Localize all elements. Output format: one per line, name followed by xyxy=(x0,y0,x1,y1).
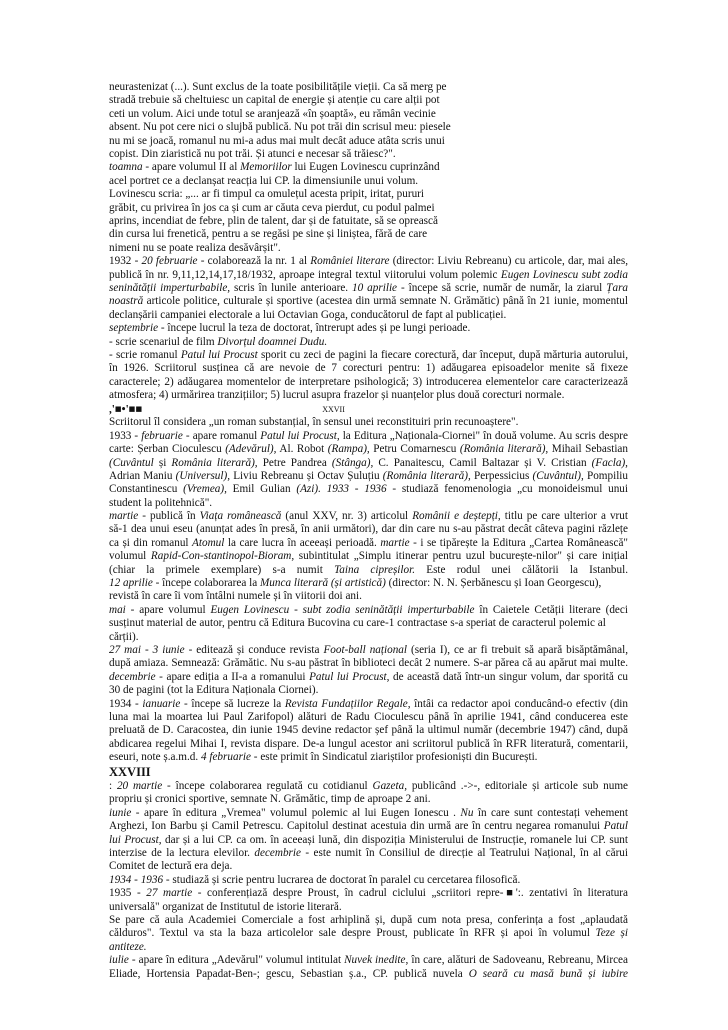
text-segment: caracterele; 2) adăugarea momentelor de interpretare psihologică; 3) introducerea elementelor care caracterizează xyxy=(109,375,628,388)
text-line xyxy=(109,282,628,295)
text-segment: - apare ediția a II-a a romanului xyxy=(155,670,310,683)
text-segment: 1934 - xyxy=(109,697,143,710)
text-segment: în care sunt contestați vehement xyxy=(473,806,628,819)
text-segment: nu mi se joacă, romanul nu mi-a adus mai mult decât aduce atâta scris unui xyxy=(109,134,445,147)
text-line xyxy=(109,108,628,121)
text-segment: universală" organizat de Institutul de istorie literară. xyxy=(109,900,342,913)
text-segment: seninătății imperturbabile, xyxy=(109,282,231,295)
text-line xyxy=(109,657,628,670)
text-segment: - începe să scrie, număr de număr, la ziarul xyxy=(397,282,607,295)
text-segment: atmosfera; 4) urmărirea tranzițiilor; 5) lucrul asupra frazelor și nuanțelor plus două corecturi normale. xyxy=(109,389,565,402)
text-line xyxy=(109,175,628,188)
text-line xyxy=(109,698,628,711)
text-segment: Patul lui Procust, xyxy=(309,670,390,683)
text-segment: Revista Fundațiilor Regale, xyxy=(284,697,411,710)
text-segment: în 1926. Scriitorul susținea că are nevoie de 7 corecturi pentru: 1) adăugarea episoadelor menite să fixeze xyxy=(109,362,628,375)
text-segment: 20 martie xyxy=(116,780,163,793)
text-segment: (Cuvântul xyxy=(109,456,154,469)
text-segment: volumul xyxy=(109,550,151,563)
text-segment: în Caietele Cetății literare (deci xyxy=(474,603,628,616)
text-segment: (anul XXV, nr. 3) articolul xyxy=(281,510,413,523)
text-segment: Eugen Lovinescu subt zodia xyxy=(500,268,628,281)
text-line xyxy=(109,537,628,550)
text-line xyxy=(109,94,628,107)
text-line xyxy=(109,121,628,134)
text-line xyxy=(109,309,628,322)
text-segment: după amiaza. Semnează: Grămătic. Nu s-au păstrat în biblioteci decât 2 numere. S-ar părea că au apărut mai multe. xyxy=(109,657,628,670)
text-segment: (Cuvântul), xyxy=(532,469,584,482)
text-line xyxy=(109,887,628,900)
text-line xyxy=(109,847,628,860)
text-line xyxy=(109,430,628,443)
text-segment: la care lucra în aceeași perioadă. xyxy=(224,536,381,549)
text-segment: 27 martie xyxy=(146,887,193,900)
text-line xyxy=(109,135,628,148)
text-segment: - colaborează la nr. 1 al xyxy=(197,255,311,268)
text-segment: (director: Liviu Rebreanu) cu articole, dar, mai ales, xyxy=(389,255,628,268)
text-line xyxy=(109,416,628,429)
text-segment: - studiază și scrie pentru lucrarea de doctorat în paralel cu cercetarea filosofică. xyxy=(163,873,521,886)
text-segment: - este primit în Sindicatul ziariștilor profesioniști din București. xyxy=(251,751,538,764)
text-segment: revistă în care îi vom întâlni numele și în viitorii doi ani. xyxy=(109,590,362,603)
text-segment: toamna xyxy=(109,161,143,174)
text-segment: ceti un volum. Aici unde totul se aranjează «în șoaptă», eu rămân vecinie xyxy=(109,107,436,120)
text-line xyxy=(109,954,628,967)
text-segment: septembrie xyxy=(109,322,159,335)
text-line xyxy=(109,523,628,536)
text-segment: - scrie scenariul de film xyxy=(109,335,218,348)
text-segment: Divorțul doamnei Dudu. xyxy=(217,335,328,348)
text-segment: la Editura „Naționala-Ciornei" în două volume. Au scris despre xyxy=(339,429,628,442)
text-segment: Atomul xyxy=(192,536,225,549)
text-segment: Teze și xyxy=(595,927,628,940)
text-segment: absent. Nu pot cere nici o slujbă publică. Nu pot trăi din scrisul meu: piesele xyxy=(109,121,451,134)
text-line xyxy=(109,376,628,389)
text-segment: (Vremea), xyxy=(183,483,227,496)
text-segment: iulie xyxy=(109,954,129,967)
text-segment: Viața românească xyxy=(199,510,282,523)
text-segment: Al. Robot xyxy=(276,443,328,456)
page-number: XXVII xyxy=(322,404,345,414)
text-line xyxy=(109,751,628,764)
text-line xyxy=(109,322,628,335)
text-line xyxy=(109,564,628,577)
text-segment: Este rodul unei călătorii la Istanbul. xyxy=(415,563,628,576)
text-segment: scris în lunile anterioare. xyxy=(230,282,353,295)
text-line xyxy=(109,780,628,793)
text-segment: Eugen Lovinescu - subt zodia seninătății imperturbabile xyxy=(210,603,475,616)
text-segment: (chiar la primele exemplare) s-a numit xyxy=(109,563,335,576)
text-segment: luna mai la moartea lui Paul Zarifopol) alături de Radu Cioculescu până în aprilie 1941, când conducerea este xyxy=(109,711,628,724)
text-line xyxy=(109,834,628,847)
text-line xyxy=(109,81,628,94)
text-segment: martie xyxy=(109,510,139,523)
text-segment: sporit cu zeci de pagini la fiecare corectură, dar început, după mărturia autorului, xyxy=(257,349,628,362)
text-segment: - i se tipărește la Editura „Cartea Românească" xyxy=(409,536,628,549)
text-segment: Patul lui Procust, xyxy=(260,429,340,442)
text-segment: (România literară), xyxy=(459,443,549,456)
text-line xyxy=(109,793,628,806)
text-segment: (Rampa), xyxy=(327,443,370,456)
text-segment: martie xyxy=(380,536,410,549)
text-segment: noastră xyxy=(109,295,144,308)
text-segment: Liviu Rebreanu și Octav Șuluțiu xyxy=(230,469,383,482)
text-line xyxy=(109,550,628,563)
text-line xyxy=(109,161,628,174)
text-segment: Țara xyxy=(606,282,628,295)
text-segment: interzise de la lectura elevilor. xyxy=(109,846,255,859)
text-segment: 1933 - 1936 xyxy=(326,483,387,496)
text-segment: ianuarie xyxy=(142,697,181,710)
text-line xyxy=(109,457,628,470)
text-line xyxy=(109,228,628,241)
text-line xyxy=(109,724,628,737)
text-line xyxy=(109,148,628,161)
text-segment: Scriitorul îl considera „un roman substanțial, în sensul unei reconstituiri prin recunoaștere". xyxy=(109,416,519,429)
text-segment: 1934 - 1936 xyxy=(109,873,164,886)
text-segment: susținut material de autor, pentru că Editura Bucovina cu care-1 contractase s-a speriat de caracterul polemic al xyxy=(109,617,606,630)
text-segment: copist. Din ziaristică nu pot trăi. Și atunci e necesar să trăiesc?". xyxy=(109,148,396,161)
text-line xyxy=(109,497,628,510)
text-segment: întâi ca redactor apoi conducând-o efectiv (din xyxy=(410,697,628,710)
text-segment: declanșării campaniei electorale a lui Octavian Goga, conducătorul de fapt al publicației. xyxy=(109,308,507,321)
text-segment: Munca literară (și artistică) xyxy=(259,577,386,590)
text-segment: Românii e deștepți, xyxy=(412,510,501,523)
text-segment: C. Panaitescu, Camil Baltazar și V. Cristian xyxy=(373,456,592,469)
text-line xyxy=(109,927,628,940)
text-segment: 1932 - xyxy=(109,255,142,268)
text-segment: (director: N. N. Șerbănescu și Ioan Georgescu), xyxy=(385,577,602,590)
text-segment: (Adevărul), xyxy=(225,443,277,456)
text-segment: România literară), xyxy=(171,456,258,469)
text-segment: - apare în editura „Vremea" volumul polemic al lui Eugen Ionescu . xyxy=(131,806,461,819)
text-line xyxy=(109,362,628,375)
text-segment: - începe colaborarea regulată cu cotidianul xyxy=(162,780,373,793)
text-line xyxy=(109,295,628,308)
text-segment: iunie xyxy=(109,806,132,819)
text-segment: Eliade, Hortensia Papadat-Ben-; gescu, Sebastian ș.a., CP. publică nuvela xyxy=(109,967,469,980)
text-line xyxy=(109,765,628,780)
text-line xyxy=(109,590,628,603)
text-line xyxy=(109,336,628,349)
text-line xyxy=(109,604,628,617)
text-line xyxy=(109,215,628,228)
text-segment: ca și din romanul xyxy=(109,536,193,549)
text-segment: 27 mai - 3 iunie xyxy=(109,644,185,657)
text-segment: Comitet de lectură era deja. xyxy=(109,860,233,873)
text-segment: - începe lucrul la teza de doctorat, întrerupt ades și pe lungi perioade. xyxy=(158,322,471,335)
text-line xyxy=(109,738,628,751)
text-segment: O seară cu masă bună și iubire xyxy=(468,967,628,980)
text-segment: grăbit, cu privirea în jos ca și cum ar căuta ceva pierdut, cu podul palmei xyxy=(109,201,435,214)
text-line xyxy=(109,671,628,684)
text-segment: - editează și conduce revista xyxy=(184,644,324,657)
text-segment: (seria I), ce ar fi trebuit să apară bisăptămânal, xyxy=(407,644,628,657)
text-segment: Taina cipreșilor. xyxy=(334,563,416,576)
text-line xyxy=(109,874,628,887)
text-segment: (Universul), xyxy=(175,469,231,482)
text-segment: Pompiliu xyxy=(583,469,628,482)
text-segment: - începe să lucreze la xyxy=(180,697,285,710)
text-segment: - publică în xyxy=(138,510,200,523)
text-segment: antiteze. xyxy=(109,940,147,953)
text-segment: să-1 dea unui eseu (anunțat ades în presă, în anii următori), dar din care nu s-au păstrat decât câteva pagini răzlețe xyxy=(109,523,628,536)
text-segment: lui Eugen Lovinescu cuprinzând xyxy=(291,161,440,174)
text-line xyxy=(109,242,628,255)
text-segment: Rapid-Con-stantinopol-Bioram, xyxy=(150,550,295,563)
text-segment: 20 februarie xyxy=(141,255,198,268)
text-line xyxy=(109,443,628,456)
text-segment: Memoriilor xyxy=(240,161,292,174)
text-line xyxy=(109,901,628,914)
text-segment: decembrie xyxy=(109,670,156,683)
text-line xyxy=(109,255,628,268)
text-segment: - apare în editura „Adevărul" volumul intitulat xyxy=(128,954,345,967)
text-segment: Nu xyxy=(460,806,474,819)
text-segment: propriu și cronici sportive, semnate N. Grămătic, timp de aproape 2 ani. xyxy=(109,793,431,806)
text-segment: decembrie xyxy=(254,846,301,859)
text-segment: Petru Comarnescu xyxy=(369,443,460,456)
text-segment: Patul lui Procust xyxy=(180,349,258,362)
text-segment: eseuri, note ș.a.m.d. xyxy=(109,751,201,764)
text-line xyxy=(109,349,628,362)
text-line xyxy=(109,403,628,417)
text-segment: preluată de D. Caracostea, din iunie 1945 devine redactor șef până la ultimul număr (decembrie 1947) când, după xyxy=(109,724,628,737)
text-line xyxy=(109,188,628,201)
text-segment: - apare volumul xyxy=(125,603,211,616)
text-segment: României literare xyxy=(310,255,390,268)
text-line xyxy=(109,617,628,630)
text-segment: nimeni nu se poate realiza desăvârșit". xyxy=(109,241,281,254)
text-segment: articole politice, culturale și sportive (acestea din urmă semnate N. Grămătic) până în 21 iunie, momentul xyxy=(143,295,628,308)
text-segment: - este numit în Consiliul de direcție al Teatrului Național, în al cărui xyxy=(300,846,628,859)
text-line xyxy=(109,860,628,873)
text-segment: - apare romanul xyxy=(182,429,261,442)
text-line xyxy=(109,711,628,724)
text-segment: abdicarea regelui Mihai I, revista dispare. De-a lungul acestor ani scriitorul publică în RFR literatură, comentarii, xyxy=(109,737,628,750)
text-line xyxy=(109,470,628,483)
text-segment: Patul xyxy=(603,820,628,833)
text-segment: carte: Șerban Cioculescu xyxy=(109,443,226,456)
text-segment: : xyxy=(109,780,117,793)
text-segment: Gazeta, xyxy=(372,780,407,793)
text-segment: Emil Gulian xyxy=(226,483,297,496)
text-segment: 4 februarie xyxy=(200,751,251,764)
text-segment: subintitulat „Simplu itinerar pentru uzul bucurește-nilor" și care inițial xyxy=(294,550,628,563)
text-segment: publicând .->-, editoriale și articole sub nume xyxy=(407,780,628,793)
text-segment: 30 de pagini (tot la Editura Naționala Ciornei). xyxy=(109,684,319,697)
text-segment: Adrian Maniu xyxy=(109,469,176,482)
text-segment: în care, alături de Sadoveanu, Rebreanu, Mircea xyxy=(408,954,628,967)
text-segment: (Facla), xyxy=(591,456,628,469)
text-line xyxy=(109,202,628,215)
text-segment: călduros". Textul va sta la baza articolelor sale despre Proust, publicate în RFR și apoi în volumul xyxy=(109,927,596,940)
text-line xyxy=(109,968,628,981)
text-segment: 10 aprilie xyxy=(352,282,398,295)
text-segment: 12 aprilie xyxy=(109,577,153,590)
text-segment: lui Procust, xyxy=(109,833,162,846)
text-line xyxy=(109,941,628,954)
text-line xyxy=(109,577,628,590)
text-line xyxy=(109,807,628,820)
text-segment: dar și a lui CP. ca om. în aceeași lună, din dispoziția Ministerului de Instrucție, romanele lui CP. sunt xyxy=(161,833,628,846)
text-segment: februarie xyxy=(141,429,183,442)
text-segment: Lovinescu scria: „... ar fi timpul ca omulețul acesta pripit, iritat, pururi xyxy=(109,188,425,201)
text-segment: - începe colaborarea la xyxy=(152,577,260,590)
text-segment: publică în nr. 9,11,12,14,17,18/1932, aproape integral textul viitorului volum polemic xyxy=(109,268,501,281)
text-segment: mai xyxy=(109,603,126,616)
text-segment: Nuvek inedite, xyxy=(344,954,409,967)
text-segment: acel portret ce a declanșat reacția lui CP. la dimensiunile unui volum. xyxy=(109,174,419,187)
text-segment: ,'■•'■■ xyxy=(109,402,143,415)
text-line xyxy=(109,510,628,523)
text-segment: titlu pe care ulterior a vrut xyxy=(500,510,628,523)
text-segment: Constantinescu xyxy=(109,483,184,496)
text-segment: student la politehnică". xyxy=(109,496,213,509)
text-segment: - apare volumul II al xyxy=(142,161,241,174)
text-segment: - studiază fenomenologia „cu monoideismul unui xyxy=(386,483,628,496)
text-segment: Perpessicius xyxy=(470,469,533,482)
text-segment: (România literară), xyxy=(382,469,471,482)
text-line xyxy=(109,631,628,644)
text-segment: și xyxy=(153,456,172,469)
text-segment: Arghezi, Ion Barbu și Camil Petrescu. Capitolul destinat acestuia din urmă are în centru negarea romanului xyxy=(109,820,604,833)
page-heading: XXVIII xyxy=(109,764,151,779)
text-segment: (Stânga), xyxy=(331,456,374,469)
text-segment: Petre Pandrea xyxy=(257,456,332,469)
text-segment: aprins, incendiat de febre, plin de talent, dar și de fatuitate, să se oprească xyxy=(109,215,438,228)
text-segment: (Azi). xyxy=(296,483,321,496)
text-segment: Mihail Sebastian xyxy=(548,443,628,456)
text-segment: neurastenizat (...). Sunt exclus de la toate posibilitățile vieții. Ca să merg pe xyxy=(109,81,447,93)
text-segment: de această dată într-un singur volum, dar sporită cu xyxy=(389,670,628,683)
text-line xyxy=(109,483,628,496)
text-line xyxy=(109,914,628,927)
text-line xyxy=(109,389,628,402)
text-line xyxy=(109,820,628,833)
text-segment: 1933 - xyxy=(109,429,142,442)
text-segment: 1935 - xyxy=(109,887,147,900)
text-segment: Se pare că aula Academiei Comerciale a fost arhiplină și, după cum nota presa, conferința a fost „aplaudată xyxy=(109,913,628,926)
text-line xyxy=(109,269,628,282)
text-segment: Foot-ball național xyxy=(323,644,407,657)
text-segment: - conferențiază despre Proust, în cadrul ciclului „scriitori repre-■':. zentativi în literatura xyxy=(192,887,628,900)
text-line xyxy=(109,644,628,657)
text-segment: din cursa lui frenetică, pentru a se regăsi pe sine și liniștea, fără de care xyxy=(109,228,428,241)
text-line xyxy=(109,684,628,697)
text-segment: cărții). xyxy=(109,630,139,643)
text-segment: stradă trebuie să cheltuiesc un capital de energie și atenție cu care alții pot xyxy=(109,94,440,107)
text-segment: - scrie romanul xyxy=(109,349,181,362)
